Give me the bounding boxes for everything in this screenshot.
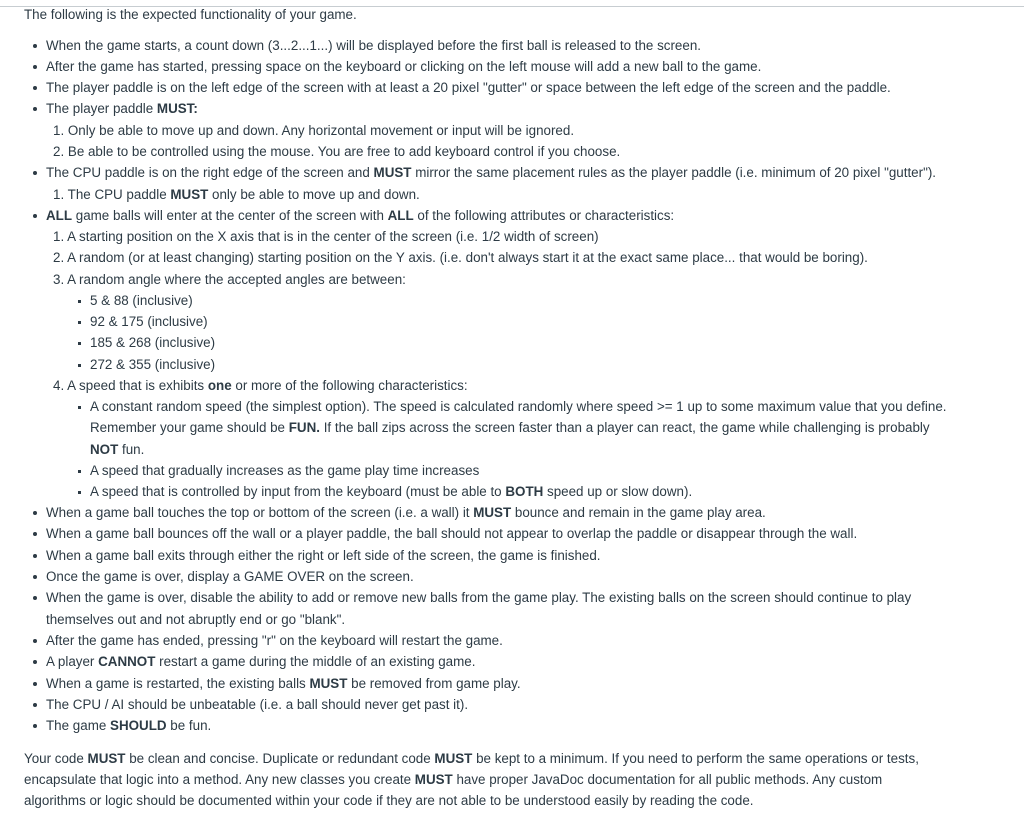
list-line	[90, 398, 947, 416]
bullet-square	[78, 321, 81, 324]
list-line	[46, 58, 761, 76]
bold-text: ALL	[46, 208, 73, 223]
list-line	[46, 164, 936, 182]
text-run: A constant random speed (the simplest option). The speed is calculated randomly where speed >= 1 up to some maximum value that you define.	[90, 399, 947, 414]
text-run: of the following attributes or characteristics:	[413, 208, 675, 223]
bullet-dot	[33, 214, 37, 218]
bold-text: MUST	[373, 165, 412, 180]
bullet-dot	[33, 703, 37, 707]
text-run: 1. The CPU paddle	[53, 187, 171, 202]
text-run: only be able to move up and down.	[208, 187, 420, 202]
text-run: game balls will enter at the center of the screen with	[72, 208, 388, 223]
list-line	[53, 122, 574, 140]
list-line	[46, 547, 601, 565]
closing-paragraph-line	[24, 792, 754, 810]
list-line	[46, 717, 211, 735]
list-line	[90, 334, 215, 352]
text-run: When a game ball touches the top or bottom of the screen (i.e. a wall) it	[46, 505, 474, 520]
text-run: If the ball zips across the screen faster than a player can react, the game while challenging is probably	[319, 420, 930, 435]
bullet-dot	[33, 596, 37, 600]
bullet-dot	[33, 44, 37, 48]
text-run: or more of the following characteristics:	[231, 378, 468, 393]
text-run: fun.	[118, 442, 145, 457]
list-line	[46, 37, 701, 55]
text-run: be clean and concise. Duplicate or redundant code	[125, 751, 435, 766]
bold-text: BOTH	[505, 484, 544, 499]
text-run: When the game starts, a count down (3...2...1...) will be displayed before the first ball is released to the screen.	[46, 38, 701, 53]
bold-text: MUST	[473, 505, 512, 520]
text-run: be fun.	[166, 718, 212, 733]
list-line	[46, 100, 198, 118]
list-line	[46, 525, 857, 543]
list-line	[53, 271, 406, 289]
text-run: A speed that is controlled by input from the keyboard (must be able to	[90, 484, 506, 499]
list-line	[90, 419, 930, 437]
text-run: The player paddle	[46, 101, 157, 116]
list-line	[90, 483, 692, 501]
text-run: be removed from game play.	[347, 676, 521, 691]
bullet-dot	[33, 660, 37, 664]
text-run: The game	[46, 718, 111, 733]
list-line	[53, 186, 420, 204]
list-line	[46, 504, 766, 522]
bullet-square	[78, 364, 81, 367]
bullet-dot	[33, 554, 37, 558]
list-line	[90, 292, 193, 310]
intro-text: The following is the expected functionality of your game.	[24, 7, 357, 22]
text-run: 92 & 175 (inclusive)	[90, 314, 208, 329]
text-run: Your code	[24, 751, 88, 766]
bold-text: FUN.	[288, 420, 320, 435]
text-run: 185 & 268 (inclusive)	[90, 335, 216, 350]
text-run: speed up or slow down).	[543, 484, 693, 499]
bold-text: SHOULD	[110, 718, 167, 733]
text-run: 272 & 355 (inclusive)	[90, 357, 216, 372]
text-run: Once the game is over, display a GAME OVER on the screen.	[46, 569, 414, 584]
bold-text: ALL	[387, 208, 414, 223]
list-line	[53, 143, 620, 161]
bullet-square	[78, 300, 81, 303]
bold-text: CANNOT	[98, 654, 156, 669]
list-line	[46, 653, 475, 671]
text-run: be kept to a minimum. If you need to perform the same operations or tests,	[472, 751, 919, 766]
list-line	[46, 79, 891, 97]
text-run: 3. A random angle where the accepted angles are between:	[53, 272, 406, 287]
text-run: Remember your game should be	[90, 420, 289, 435]
text-run: A player	[46, 654, 99, 669]
text-run: encapsulate that logic into a method. Any new classes you create	[24, 772, 415, 787]
text-run: When a game is restarted, the existing balls	[46, 676, 310, 691]
list-line	[46, 632, 503, 650]
bullet-dot	[33, 511, 37, 515]
list-line	[46, 207, 674, 225]
list-line	[90, 356, 215, 374]
text-run: When the game is over, disable the ability to add or remove new balls from the game play. The existing balls on the screen should continue to play	[46, 590, 912, 605]
text-run: bounce and remain in the game play area.	[511, 505, 766, 520]
bold-text: MUST	[309, 676, 348, 691]
text-run: After the game has started, pressing space on the keyboard or clicking on the left mouse will add a new ball to the game.	[46, 59, 762, 74]
bullet-dot	[33, 86, 37, 90]
list-line	[46, 568, 414, 586]
bold-text: MUST	[170, 187, 209, 202]
bullet-dot	[33, 682, 37, 686]
list-line	[90, 313, 208, 331]
bullet-dot	[33, 171, 37, 175]
list-line	[90, 462, 479, 480]
text-run: 4. A speed that is exhibits	[53, 378, 208, 393]
text-run: When a game ball bounces off the wall or a player paddle, the ball should not appear to overlap the paddle or disappear through the wall.	[46, 526, 858, 541]
list-line	[90, 441, 144, 459]
bold-text: MUST	[434, 751, 473, 766]
list-line	[53, 249, 868, 267]
bullet-dot	[33, 532, 37, 536]
bold-text: MUST:	[156, 101, 198, 116]
bullet-square	[78, 342, 81, 345]
text-run: The player paddle is on the left edge of the screen with at least a 20 pixel "gutter" or space between the left edge of the screen and the paddle.	[46, 80, 891, 95]
text-run: When a game ball exits through either the right or left side of the screen, the game is finished.	[46, 548, 601, 563]
list-line	[46, 675, 521, 693]
bullet-square	[78, 406, 81, 409]
text-run: 2. A random (or at least changing) starting position on the Y axis. (i.e. don't always start it at the exact same place... that would be boring).	[53, 250, 868, 265]
bold-text: NOT	[90, 442, 119, 457]
bullet-dot	[33, 65, 37, 69]
closing-paragraph-line	[24, 750, 919, 768]
text-run: restart a game during the middle of an existing game.	[155, 654, 476, 669]
bold-text: MUST	[414, 772, 453, 787]
bullet-square	[78, 470, 81, 473]
text-run: mirror the same placement rules as the player paddle (i.e. minimum of 20 pixel "gutter").	[411, 165, 937, 180]
bold-text: MUST	[87, 751, 126, 766]
text-run: The CPU / AI should be unbeatable (i.e. a ball should never get past it).	[46, 697, 469, 712]
bold-text: one	[207, 378, 232, 393]
bullet-square	[78, 491, 81, 494]
list-line	[46, 696, 468, 714]
text-run: A speed that gradually increases as the game play time increases	[90, 463, 480, 478]
text-run: 5 & 88 (inclusive)	[90, 293, 193, 308]
list-line	[53, 228, 599, 246]
text-run: The CPU paddle is on the right edge of the screen and	[46, 165, 374, 180]
text-run: 1. A starting position on the X axis that is in the center of the screen (i.e. 1/2 width of screen)	[53, 229, 599, 244]
bullet-dot	[33, 107, 37, 111]
text-run: 2. Be able to be controlled using the mouse. You are free to add keyboard control if you choose.	[53, 144, 621, 159]
closing-paragraph-line	[24, 771, 882, 789]
bullet-dot	[33, 639, 37, 643]
list-line	[46, 589, 911, 607]
text-run: 1. Only be able to move up and down. Any horizontal movement or input will be ignored.	[53, 123, 575, 138]
text-run: After the game has ended, pressing "r" on the keyboard will restart the game.	[46, 633, 503, 648]
list-line	[53, 377, 468, 395]
bullet-dot	[33, 724, 37, 728]
text-run: have proper JavaDoc documentation for all public methods. Any custom	[452, 772, 883, 787]
text-run: algorithms or logic should be documented within your code if they are not able to be understood easily by reading the code.	[24, 793, 754, 808]
bullet-dot	[33, 575, 37, 579]
text-run: themselves out and not abruptly end or go "blank".	[46, 612, 346, 627]
list-line	[46, 611, 345, 629]
